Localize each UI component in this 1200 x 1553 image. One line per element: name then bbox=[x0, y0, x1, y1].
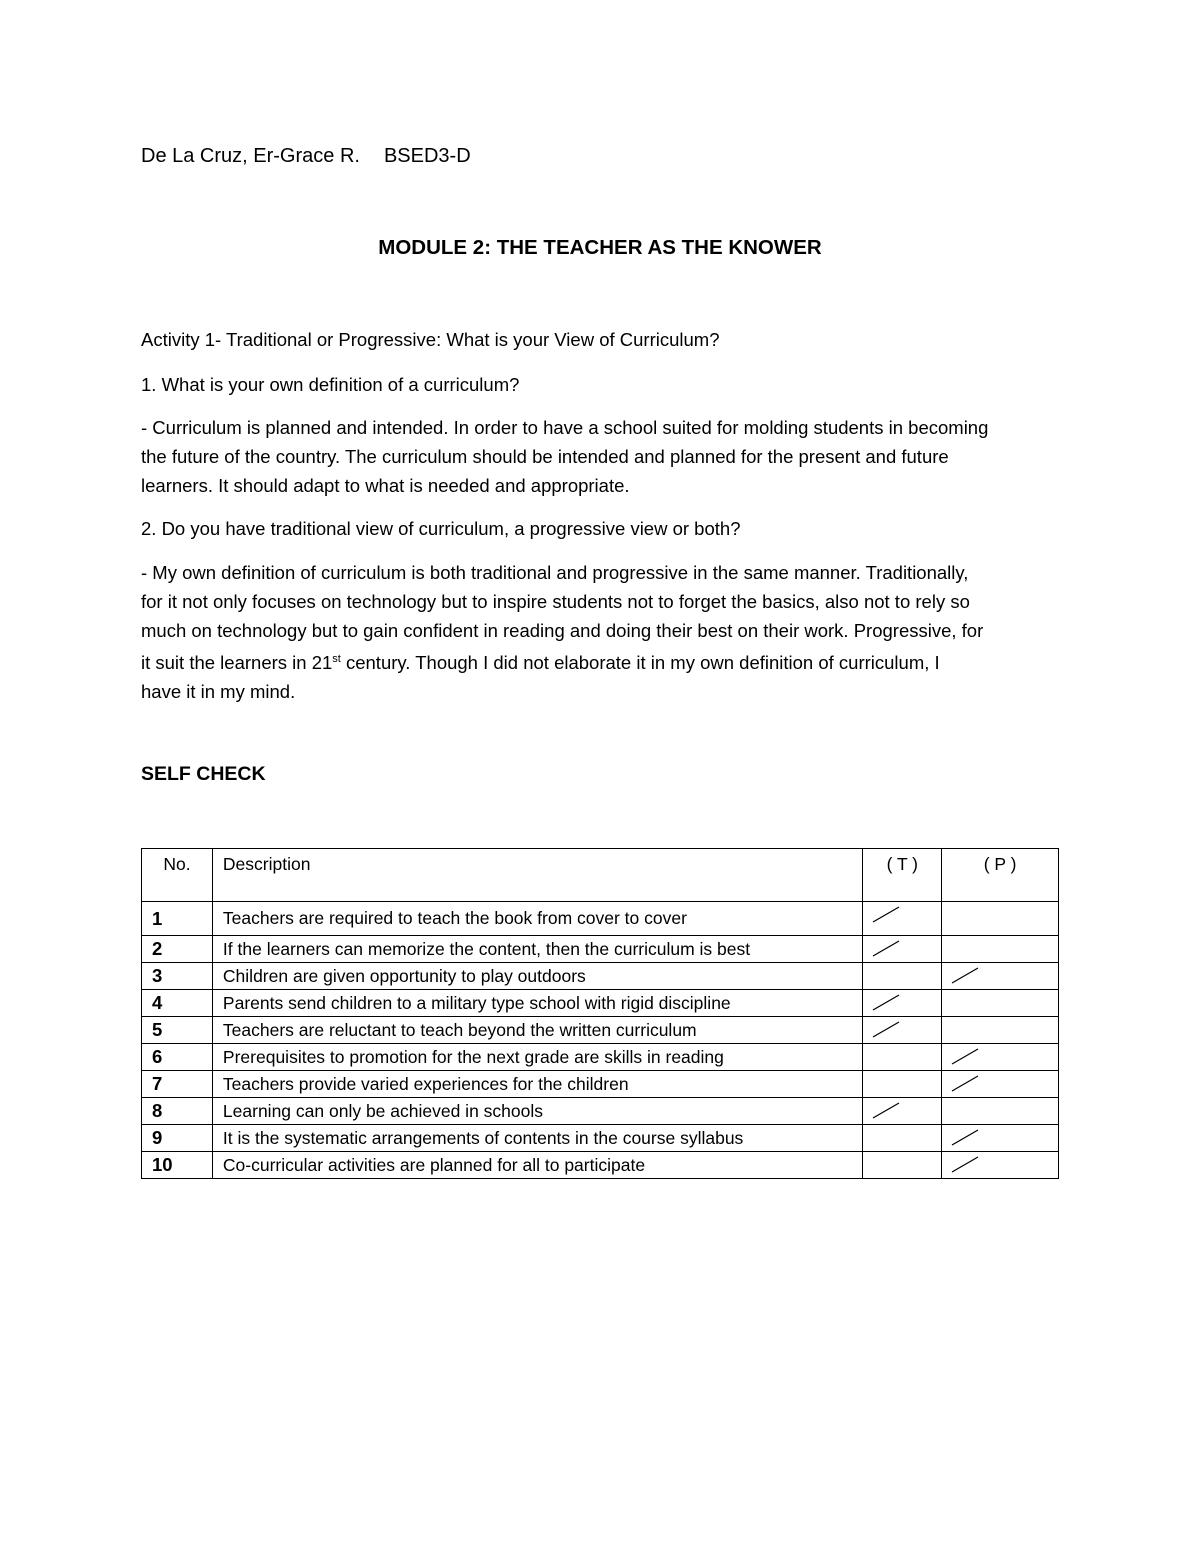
check-mark-icon bbox=[950, 1046, 980, 1066]
row-number: 6 bbox=[142, 1044, 213, 1071]
check-mark-icon bbox=[950, 1127, 980, 1147]
module-title: MODULE 2: THE TEACHER AS THE KNOWER bbox=[378, 236, 822, 259]
traditional-cell bbox=[863, 1098, 942, 1125]
progressive-cell bbox=[942, 1017, 1059, 1044]
traditional-cell bbox=[863, 1017, 942, 1044]
table-row bbox=[142, 1044, 1059, 1071]
traditional-cell bbox=[863, 1152, 942, 1179]
answer-1-line: the future of the country. The curriculum should be intended and planned for the present and future bbox=[141, 445, 949, 467]
row-description: It is the systematic arrangements of contents in the course syllabus bbox=[212, 1125, 862, 1152]
answer-2-text: century. Though I did not elaborate it in my own definition of curriculum, I bbox=[340, 652, 940, 674]
student-section: BSED3-D bbox=[383, 145, 471, 167]
column-header-no: No. bbox=[142, 849, 213, 902]
row-number: 3 bbox=[142, 963, 213, 990]
answer-2 bbox=[141, 559, 1066, 707]
progressive-cell bbox=[942, 936, 1059, 963]
question-1: 1. What is your own definition of a curriculum? bbox=[141, 374, 520, 395]
row-number: 2 bbox=[142, 936, 213, 963]
row-description: Co-curricular activities are planned for all to participate bbox=[212, 1152, 862, 1179]
row-number: 4 bbox=[142, 990, 213, 1017]
check-mark-icon bbox=[871, 1019, 901, 1039]
answer-1-line: learners. It should adapt to what is needed and appropriate. bbox=[141, 474, 630, 496]
column-header-description: Description bbox=[212, 849, 862, 902]
check-mark-icon bbox=[950, 1073, 980, 1093]
answer-2-line bbox=[141, 645, 1066, 678]
row-description: Prerequisites to promotion for the next grade are skills in reading bbox=[212, 1044, 862, 1071]
progressive-cell bbox=[942, 1071, 1059, 1098]
table-row bbox=[142, 1017, 1059, 1044]
row-description: Teachers are required to teach the book from cover to cover bbox=[212, 902, 862, 936]
self-check-table bbox=[141, 848, 1059, 1179]
table-row bbox=[142, 936, 1059, 963]
answer-2-line: - My own definition of curriculum is both traditional and progressive in the same manner. Traditionally, bbox=[141, 562, 969, 583]
traditional-cell bbox=[863, 936, 942, 963]
row-number: 5 bbox=[142, 1017, 213, 1044]
row-number: 7 bbox=[142, 1071, 213, 1098]
table-header-row bbox=[142, 849, 1059, 902]
check-mark-icon bbox=[871, 992, 901, 1012]
answer-2-line: for it not only focuses on technology but to inspire students not to forget the basics, also not to rely so bbox=[141, 590, 970, 612]
table-body bbox=[142, 902, 1059, 1179]
table-row bbox=[142, 1071, 1059, 1098]
column-header-traditional: ( T ) bbox=[863, 849, 942, 902]
traditional-cell bbox=[863, 1044, 942, 1071]
answer-2-text: it suit the learners in 21 bbox=[141, 652, 333, 674]
progressive-cell bbox=[942, 902, 1059, 936]
question-2: 2. Do you have traditional view of curriculum, a progressive view or both? bbox=[141, 518, 741, 539]
progressive-cell bbox=[942, 1152, 1059, 1179]
progressive-cell bbox=[942, 1098, 1059, 1125]
traditional-cell bbox=[863, 902, 942, 936]
check-mark-icon bbox=[871, 1100, 901, 1120]
table-row bbox=[142, 902, 1059, 936]
column-header-progressive: ( P ) bbox=[942, 849, 1059, 902]
answer-1 bbox=[141, 414, 1066, 500]
row-number: 10 bbox=[142, 1152, 213, 1179]
traditional-cell bbox=[863, 990, 942, 1017]
superscript: st bbox=[332, 653, 341, 666]
row-description: Teachers are reluctant to teach beyond the written curriculum bbox=[212, 1017, 862, 1044]
row-number: 8 bbox=[142, 1098, 213, 1125]
row-description: Learning can only be achieved in schools bbox=[212, 1098, 862, 1125]
check-mark-icon bbox=[950, 965, 980, 985]
activity-heading: Activity 1- Traditional or Progressive: What is your View of Curriculum? bbox=[141, 329, 720, 350]
student-header bbox=[141, 146, 471, 166]
row-number: 1 bbox=[142, 902, 213, 936]
table-row bbox=[142, 1152, 1059, 1179]
table-row bbox=[142, 963, 1059, 990]
row-description: Children are given opportunity to play outdoors bbox=[212, 963, 862, 990]
student-name: De La Cruz, Er-Grace R. bbox=[141, 145, 360, 167]
progressive-cell bbox=[942, 990, 1059, 1017]
answer-2-line: much on technology but to gain confident in reading and doing their best on their work. Progressive, for bbox=[141, 619, 984, 641]
check-mark-icon bbox=[871, 904, 901, 924]
row-description: If the learners can memorize the content, then the curriculum is best bbox=[212, 936, 862, 963]
traditional-cell bbox=[863, 1125, 942, 1152]
row-number: 9 bbox=[142, 1125, 213, 1152]
table-row bbox=[142, 990, 1059, 1017]
progressive-cell bbox=[942, 1044, 1059, 1071]
row-description: Teachers provide varied experiences for the children bbox=[212, 1071, 862, 1098]
check-mark-icon bbox=[950, 1154, 980, 1174]
traditional-cell bbox=[863, 963, 942, 990]
check-mark-icon bbox=[871, 938, 901, 958]
answer-2-line: have it in my mind. bbox=[141, 681, 296, 703]
table-row bbox=[142, 1125, 1059, 1152]
traditional-cell bbox=[863, 1071, 942, 1098]
table-row bbox=[142, 1098, 1059, 1125]
answer-1-line: - Curriculum is planned and intended. In order to have a school suited for molding students in becoming bbox=[141, 417, 989, 438]
progressive-cell bbox=[942, 963, 1059, 990]
self-check-heading: SELF CHECK bbox=[141, 763, 266, 785]
progressive-cell bbox=[942, 1125, 1059, 1152]
row-description: Parents send children to a military type school with rigid discipline bbox=[212, 990, 862, 1017]
